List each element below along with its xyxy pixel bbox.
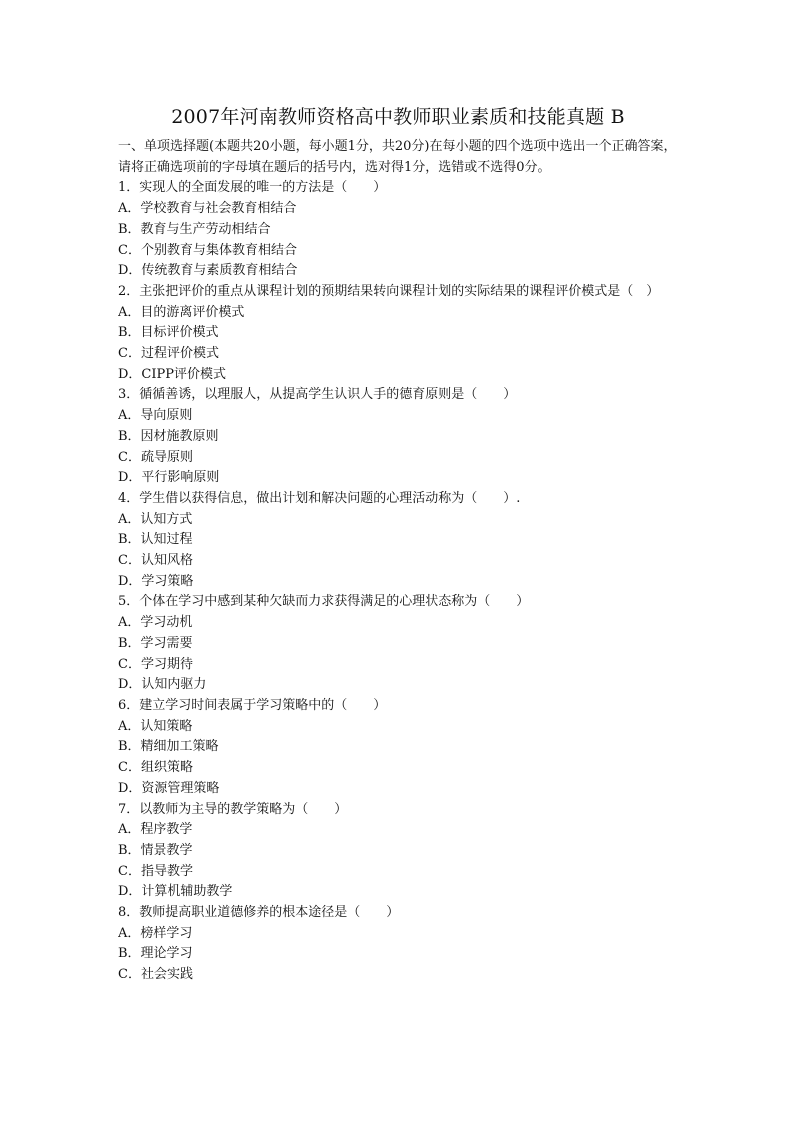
answer-option: D．计算机辅助教学 xyxy=(118,884,233,900)
answer-option: A．榜样学习 xyxy=(118,925,193,941)
document-title: 2007年河南教师资格高中教师职业素质和技能真题 B xyxy=(171,106,625,128)
answer-option: C．个别教育与集体教育相结合 xyxy=(118,242,297,258)
answer-option: C．认知风格 xyxy=(118,553,193,569)
answer-option: B．学习需要 xyxy=(118,635,193,651)
question-item xyxy=(118,385,683,489)
answer-option: A．认知策略 xyxy=(118,718,193,734)
question-text: 7．以教师为主导的教学策略为（ ） xyxy=(118,801,348,817)
answer-option: A．认知方式 xyxy=(118,511,193,527)
question-text: 8．教师提高职业道德修养的根本途径是（ ） xyxy=(118,905,400,921)
question-item xyxy=(118,696,683,800)
answer-option: D．平行影响原则 xyxy=(118,470,220,486)
answer-option: B．因材施教原则 xyxy=(118,428,219,444)
question-list xyxy=(118,178,683,985)
answer-option: B．精细加工策略 xyxy=(118,739,219,755)
question-item xyxy=(118,282,683,386)
question-text: 3．循循善诱，以理服人，从提高学生认识人手的德育原则是（ ） xyxy=(118,387,517,403)
answer-option: D．资源管理策略 xyxy=(118,780,220,796)
question-item xyxy=(118,178,683,282)
question-item xyxy=(118,489,683,593)
question-text: 4．学生借以获得信息，做出计划和解决问题的心理活动称为（ ）. xyxy=(118,490,521,506)
answer-option: B．教育与生产劳动相结合 xyxy=(118,221,271,237)
answer-option: C．过程评价模式 xyxy=(118,346,219,362)
answer-option: C．组织策略 xyxy=(118,760,193,776)
answer-option: D．认知内驱力 xyxy=(118,677,207,693)
question-item xyxy=(118,592,683,696)
answer-option: A．导向原则 xyxy=(118,408,193,424)
answer-option: B．目标评价模式 xyxy=(118,325,219,341)
answer-option: C．学习期待 xyxy=(118,656,193,672)
answer-option: D．学习策略 xyxy=(118,573,194,589)
document-body xyxy=(118,137,683,986)
answer-option: A．学习动机 xyxy=(118,615,193,631)
answer-option: A．目的游离评价模式 xyxy=(118,304,245,320)
section-instructions: 一、单项选择题(本题共20小题，每小题1分，共20分)在每小题的四个选项中选出一个正确答案，请将正确选项前的字母填在题后的括号内，选对得1分，选错或不选得0分。 xyxy=(118,139,677,175)
answer-option: C．指导教学 xyxy=(118,863,193,879)
question-item xyxy=(118,903,683,986)
question-text: 1．实现人的全面发展的唯一的方法是（ ） xyxy=(118,180,387,196)
answer-option: D．CIPP评价模式 xyxy=(118,366,226,382)
question-text: 5．个体在学习中感到某种欠缺而力求获得满足的心理状态称为（ ） xyxy=(118,594,530,610)
question-text: 2．主张把评价的重点从课程计划的预期结果转向课程计划的实际结果的课程评价模式是（ ） xyxy=(118,283,660,299)
answer-option: D．传统教育与素质教育相结合 xyxy=(118,263,298,279)
answer-option: C．疏导原则 xyxy=(118,449,193,465)
answer-option: B．认知过程 xyxy=(118,532,193,548)
answer-option: A．程序教学 xyxy=(118,822,193,838)
question-item xyxy=(118,800,683,904)
question-text: 6．建立学习时间表属于学习策略中的（ ） xyxy=(118,697,387,713)
answer-option: A．学校教育与社会教育相结合 xyxy=(118,201,297,217)
answer-option: C．社会实践 xyxy=(118,967,193,983)
answer-option: B．理论学习 xyxy=(118,946,193,962)
answer-option: B．情景教学 xyxy=(118,842,193,858)
